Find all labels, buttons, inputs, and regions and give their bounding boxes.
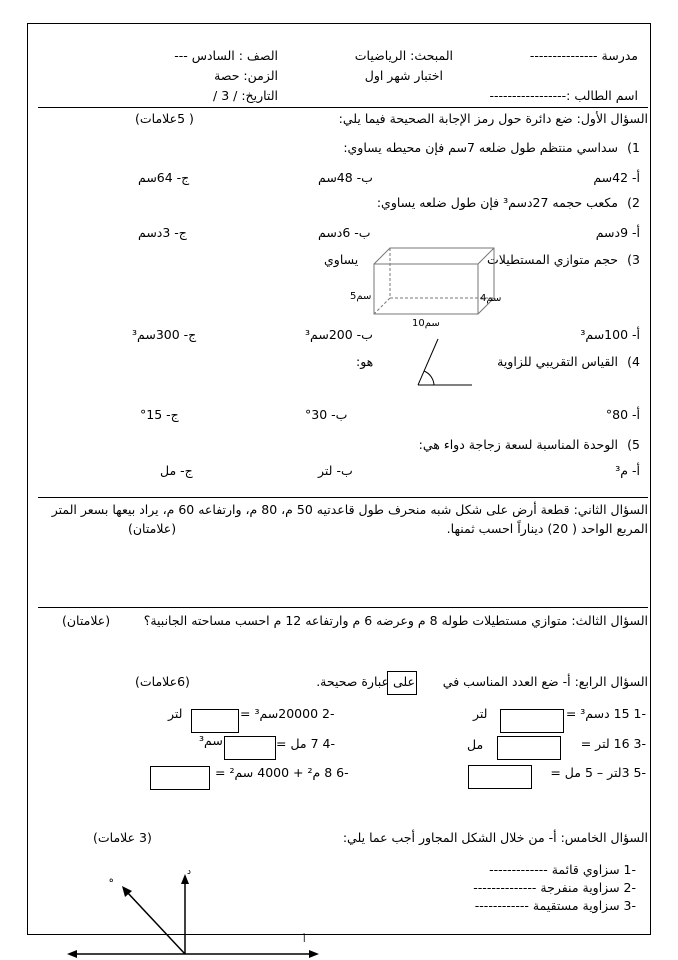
q1-divider	[38, 497, 648, 498]
angles-figure	[55, 858, 335, 960]
q5-item3: -3 سزاوية مستقيمة ------------	[474, 898, 636, 913]
q1-item4-text: القياس التقريبي للزاوية	[497, 354, 618, 369]
q2-marks: (علامتان)	[128, 521, 177, 536]
q1-item1-c: ج- 64سم	[138, 170, 190, 185]
time: الزمن: حصة	[214, 68, 278, 83]
q1-item2-b: ب- 6دسم	[318, 225, 371, 240]
q4-title-b: على عبارة صحيحة.	[316, 674, 415, 689]
date: التاريخ: / 3 /	[213, 88, 278, 103]
point-h-label: ه	[109, 875, 114, 885]
q4-item1-pre: -1 15 دسم³ =	[565, 706, 646, 721]
point-d-label: د	[187, 867, 192, 877]
q4-item2-box[interactable]	[191, 709, 239, 733]
point-a-label: أ	[303, 935, 306, 945]
q2-line1: السؤال الثاني: قطعة أرض على شكل شبه منحرف طول قاعدتيه 50 م، 80 م، وارتفاعه 60 م، يراد بيعها بسعر المتر	[51, 502, 648, 517]
q1-item3-c: ج- 300سم³	[132, 327, 197, 342]
q4-title-a: السؤال الرابع: أ- ضع العدد المناسب في	[442, 674, 648, 689]
q1-item3-a: أ- 100سم³	[580, 327, 640, 342]
q1-item4-b: ب- 30°	[305, 407, 348, 422]
q1-item2-num: 2)	[627, 195, 640, 210]
q1-title: السؤال الأول: ضع دائرة حول رمز الإجابة الصحيحة فيما يلي:	[338, 111, 648, 126]
q5-title: السؤال الخامس: أ- من خلال الشكل المجاور أجب عما يلي:	[342, 830, 648, 845]
q4-item6-box[interactable]	[150, 766, 210, 790]
q1-item5-a: أ- م³	[615, 463, 640, 478]
q1-item1-text: سداسي منتظم طول ضلعه 7سم فإن محيطه يساوي:	[343, 140, 618, 155]
q1-item1-num: 1)	[627, 140, 640, 155]
q1-item3-b: ب- 200سم³	[305, 327, 373, 342]
q2-line2: المربع الواحد ( 20) ديناراً احسب ثمنها.	[446, 521, 648, 536]
q1-item3-num: 3)	[627, 252, 640, 267]
q5-marks: (3 علامات)	[93, 830, 152, 845]
q4-item1-unit: لتر	[473, 706, 488, 721]
q4-item4-pre: -4 7 مل =	[276, 736, 335, 751]
q4-item1-box[interactable]	[500, 709, 564, 733]
q1-item2-c: ج- 3دسم	[138, 225, 187, 240]
q1-item3-text: حجم متوازي المستطيلات	[487, 252, 618, 267]
q1-item4-c: ج- 15°	[140, 407, 179, 422]
q1-item4-num: 4)	[627, 354, 640, 369]
subject: المبحث: الرياضيات	[354, 48, 453, 63]
q4-marks: (6علامات)	[135, 674, 190, 689]
exam-title: اختبار شهر اول	[364, 68, 443, 83]
student-name: اسم الطالب :-----------------	[489, 88, 638, 103]
q4-item6-pre: -6 8 م² + 4000 سم² =	[215, 765, 349, 780]
q4-item5-box[interactable]	[468, 765, 532, 789]
q1-item1-b: ب- 48سم	[318, 170, 373, 185]
q4-item3-box[interactable]	[497, 736, 561, 760]
q4-item4-box[interactable]	[224, 736, 276, 760]
cuboid-length-label: 10سم	[412, 318, 440, 329]
header-divider	[38, 107, 648, 108]
q1-item2-text: مكعب حجمه 27دسم³ فإن طول ضلعه يساوي:	[376, 195, 618, 210]
q5-item2: -2 سزاوية منفرجة --------------	[473, 880, 636, 895]
q1-item5-c: ج- مل	[160, 463, 193, 478]
q4-item3-unit: مل	[467, 737, 484, 752]
cuboid-width-label: 4سم	[480, 293, 502, 304]
q3-marks: (علامتان)	[62, 613, 111, 628]
q1-item2-a: أ- 9دسم	[595, 225, 640, 240]
cuboid-height-label: 5سم	[350, 291, 372, 302]
q4-item2-unit: لتر	[168, 706, 183, 721]
q1-item4-a: أ- 80°	[605, 407, 640, 422]
q4-item2-pre: -2 20000سم³ =	[240, 706, 335, 721]
q1-item4-text2: هو:	[356, 354, 374, 369]
q2-divider	[38, 607, 648, 608]
q1-marks: ( 5علامات)	[135, 111, 194, 126]
q1-item3-text2: يساوي	[324, 252, 359, 267]
grade: الصف : السادس ---	[174, 48, 278, 63]
school-name: مدرسة ---------------	[529, 48, 638, 63]
q4-item5-pre: -5 3لتر – 5 مل =	[550, 765, 646, 780]
angle-figure	[410, 335, 480, 395]
q5-item1: -1 سزاوي قائمة -------------	[489, 862, 636, 877]
q1-item5-num: 5)	[627, 437, 640, 452]
q1-item5-text: الوحدة المناسبة لسعة زجاجة دواء هي:	[418, 437, 618, 452]
exam-frame	[27, 23, 651, 935]
q4-item3-pre: -3 16 لتر =	[580, 736, 646, 751]
q1-item1-a: أ- 42سم	[593, 170, 640, 185]
q3-text: السؤال الثالث: متوازي مستطيلات طوله 8 م وعرضه 6 م وارتفاعه 12 م احسب مساحته الجانبية؟	[143, 613, 648, 628]
cuboid-figure	[340, 240, 520, 330]
q1-item5-b: ب- لتر	[318, 463, 353, 478]
q4-item4-unit: سم³	[199, 733, 223, 748]
